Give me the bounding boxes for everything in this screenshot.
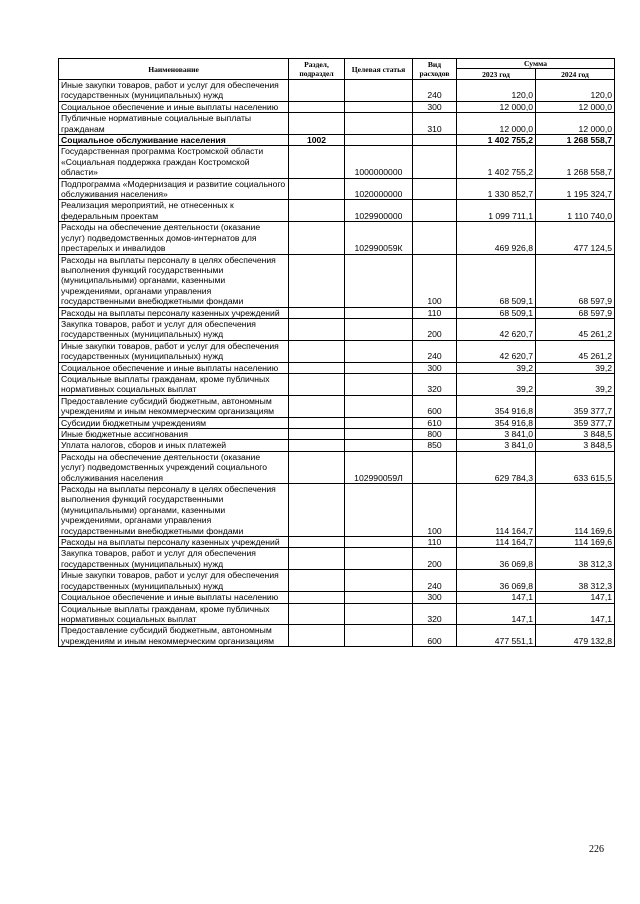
cell-type: 850 (413, 440, 457, 451)
cell-type: 800 (413, 429, 457, 440)
cell-name: Субсидии бюджетным учреждениям (59, 417, 289, 428)
table-row (59, 254, 615, 307)
cell-sum-2024: 45 261,2 (536, 340, 615, 362)
cell-target (345, 254, 413, 307)
cell-type: 200 (413, 548, 457, 570)
cell-sum-2023: 147,1 (457, 592, 536, 603)
cell-target: 1000000000 (345, 146, 413, 178)
cell-name: Расходы на выплаты персоналу в целях обеспечения выполнения функций государственными (муниципальными) органами, казенными учреждениями, органами управления государственными внебюджетными фондами (59, 484, 289, 537)
cell-section (289, 395, 345, 417)
cell-type: 100 (413, 484, 457, 537)
cell-type: 110 (413, 537, 457, 548)
cell-sum-2024: 633 615,5 (536, 451, 615, 483)
cell-type (413, 178, 457, 200)
cell-sum-2023: 3 841,0 (457, 429, 536, 440)
cell-sum-2023: 469 926,8 (457, 222, 536, 254)
header-section: Раздел, подраздел (289, 59, 345, 80)
cell-sum-2023: 42 620,7 (457, 340, 536, 362)
cell-target (345, 429, 413, 440)
cell-section (289, 625, 345, 647)
cell-section (289, 603, 345, 625)
cell-sum-2023: 39,2 (457, 362, 536, 373)
cell-sum-2023: 354 916,8 (457, 417, 536, 428)
cell-sum-2024: 1 195 324,7 (536, 178, 615, 200)
cell-sum-2024: 38 312,3 (536, 548, 615, 570)
table-row (59, 603, 615, 625)
cell-section (289, 484, 345, 537)
cell-target (345, 373, 413, 395)
table-row (59, 395, 615, 417)
cell-sum-2023: 114 164,7 (457, 484, 536, 537)
cell-name: Предоставление субсидий бюджетным, автономным учреждениям и иным некоммерческим организациям (59, 395, 289, 417)
cell-name: Иные бюджетные ассигнования (59, 429, 289, 440)
cell-target (345, 307, 413, 318)
cell-sum-2023: 39,2 (457, 373, 536, 395)
table-row (59, 113, 615, 135)
cell-section (289, 592, 345, 603)
cell-sum-2024: 68 597,9 (536, 307, 615, 318)
cell-sum-2023: 1 330 852,7 (457, 178, 536, 200)
table-row (59, 417, 615, 428)
cell-sum-2023: 12 000,0 (457, 101, 536, 112)
table-row (59, 178, 615, 200)
cell-sum-2023: 3 841,0 (457, 440, 536, 451)
cell-section (289, 417, 345, 428)
header-target: Целевая статья (345, 59, 413, 80)
cell-type (413, 200, 457, 222)
cell-type: 320 (413, 373, 457, 395)
cell-name: Социальные выплаты гражданам, кроме публичных нормативных социальных выплат (59, 373, 289, 395)
cell-section (289, 200, 345, 222)
cell-section (289, 373, 345, 395)
cell-name: Расходы на выплаты персоналу в целях обеспечения выполнения функций государственными (муниципальными) органами, казенными учреждениями, органами управления государственными внебюджетными фондами (59, 254, 289, 307)
cell-target: 102990059К (345, 222, 413, 254)
cell-section (289, 451, 345, 483)
cell-target (345, 537, 413, 548)
cell-sum-2023: 354 916,8 (457, 395, 536, 417)
table-row (59, 80, 615, 102)
cell-target (345, 548, 413, 570)
cell-target (345, 484, 413, 537)
cell-name: Социальное обслуживание населения (59, 135, 289, 146)
cell-sum-2024: 39,2 (536, 373, 615, 395)
cell-sum-2024: 68 597,9 (536, 254, 615, 307)
cell-type: 110 (413, 307, 457, 318)
table-row (59, 146, 615, 178)
cell-sum-2024: 12 000,0 (536, 101, 615, 112)
cell-target (345, 603, 413, 625)
cell-target (345, 135, 413, 146)
cell-target (345, 80, 413, 102)
cell-sum-2023: 1 402 755,2 (457, 146, 536, 178)
page-number: 226 (589, 844, 604, 855)
table-row (59, 200, 615, 222)
cell-sum-2023: 1 099 711,1 (457, 200, 536, 222)
cell-section (289, 570, 345, 592)
cell-name: Государственная программа Костромской области «Социальная поддержка граждан Костромской области» (59, 146, 289, 178)
cell-type: 100 (413, 254, 457, 307)
cell-target (345, 592, 413, 603)
cell-section (289, 113, 345, 135)
cell-name: Закупка товаров, работ и услуг для обеспечения государственных (муниципальных) нужд (59, 548, 289, 570)
cell-name: Уплата налогов, сборов и иных платежей (59, 440, 289, 451)
header-year-2024: 2024 год (536, 69, 615, 80)
cell-type: 240 (413, 570, 457, 592)
cell-name: Социальные выплаты гражданам, кроме публичных нормативных социальных выплат (59, 603, 289, 625)
cell-section (289, 101, 345, 112)
cell-name: Предоставление субсидий бюджетным, автономным учреждениям и иным некоммерческим организациям (59, 625, 289, 647)
cell-type (413, 135, 457, 146)
cell-sum-2023: 477 551,1 (457, 625, 536, 647)
cell-target (345, 395, 413, 417)
table-row (59, 318, 615, 340)
cell-name: Социальное обеспечение и иные выплаты населению (59, 101, 289, 112)
cell-sum-2023: 36 069,8 (457, 570, 536, 592)
cell-sum-2024: 114 169,6 (536, 537, 615, 548)
cell-type (413, 222, 457, 254)
cell-target (345, 570, 413, 592)
cell-name: Социальное обеспечение и иные выплаты населению (59, 592, 289, 603)
cell-target (345, 625, 413, 647)
cell-sum-2024: 359 377,7 (536, 395, 615, 417)
cell-type: 240 (413, 80, 457, 102)
cell-type: 320 (413, 603, 457, 625)
header-year-2023: 2023 год (457, 69, 536, 80)
cell-type: 310 (413, 113, 457, 135)
header-name: Наименование (59, 59, 289, 80)
cell-section (289, 318, 345, 340)
table-row (59, 537, 615, 548)
cell-sum-2024: 1 110 740,0 (536, 200, 615, 222)
cell-section (289, 146, 345, 178)
cell-target (345, 417, 413, 428)
cell-sum-2024: 477 124,5 (536, 222, 615, 254)
cell-sum-2023: 12 000,0 (457, 113, 536, 135)
cell-name: Иные закупки товаров, работ и услуг для обеспечения государственных (муниципальных) нужд (59, 340, 289, 362)
cell-type: 300 (413, 592, 457, 603)
cell-section (289, 80, 345, 102)
cell-type (413, 451, 457, 483)
cell-sum-2024: 12 000,0 (536, 113, 615, 135)
cell-sum-2023: 629 784,3 (457, 451, 536, 483)
cell-sum-2023: 147,1 (457, 603, 536, 625)
cell-name: Расходы на выплаты персоналу казенных учреждений (59, 537, 289, 548)
cell-section (289, 362, 345, 373)
cell-name: Социальное обеспечение и иные выплаты населению (59, 362, 289, 373)
table-row (59, 451, 615, 483)
cell-name: Подпрограмма «Модернизация и развитие социального обслуживания населения» (59, 178, 289, 200)
cell-type: 240 (413, 340, 457, 362)
cell-sum-2023: 1 402 755,2 (457, 135, 536, 146)
table-row (59, 429, 615, 440)
cell-name: Расходы на выплаты персоналу казенных учреждений (59, 307, 289, 318)
table-row (59, 373, 615, 395)
table-body (59, 80, 615, 647)
cell-sum-2023: 120,0 (457, 80, 536, 102)
cell-sum-2023: 36 069,8 (457, 548, 536, 570)
cell-type: 300 (413, 101, 457, 112)
cell-target: 1029900000 (345, 200, 413, 222)
cell-sum-2024: 1 268 558,7 (536, 135, 615, 146)
table-row (59, 340, 615, 362)
cell-section (289, 340, 345, 362)
cell-target (345, 101, 413, 112)
cell-section (289, 254, 345, 307)
cell-name: Иные закупки товаров, работ и услуг для обеспечения государственных (муниципальных) нужд (59, 570, 289, 592)
table-row (59, 484, 615, 537)
table-row (59, 222, 615, 254)
cell-section (289, 307, 345, 318)
cell-sum-2023: 114 164,7 (457, 537, 536, 548)
cell-sum-2024: 38 312,3 (536, 570, 615, 592)
table-row (59, 570, 615, 592)
cell-name: Публичные нормативные социальные выплаты гражданам (59, 113, 289, 135)
cell-sum-2024: 3 848,5 (536, 429, 615, 440)
cell-type: 610 (413, 417, 457, 428)
table-row (59, 135, 615, 146)
cell-sum-2024: 1 268 558,7 (536, 146, 615, 178)
cell-section (289, 440, 345, 451)
cell-sum-2024: 114 169,6 (536, 484, 615, 537)
cell-name: Расходы на обеспечение деятельности (оказание услуг) подведомственных учреждений социального обслуживания населения (59, 451, 289, 483)
table-row (59, 592, 615, 603)
cell-target (345, 340, 413, 362)
cell-name: Иные закупки товаров, работ и услуг для обеспечения государственных (муниципальных) нужд (59, 80, 289, 102)
cell-name: Закупка товаров, работ и услуг для обеспечения государственных (муниципальных) нужд (59, 318, 289, 340)
cell-sum-2023: 68 509,1 (457, 254, 536, 307)
table-header (59, 59, 615, 80)
cell-target (345, 318, 413, 340)
cell-target (345, 362, 413, 373)
cell-section (289, 548, 345, 570)
cell-sum-2024: 359 377,7 (536, 417, 615, 428)
table-row (59, 440, 615, 451)
header-sum: Сумма (457, 59, 615, 69)
table-row (59, 307, 615, 318)
cell-section (289, 537, 345, 548)
cell-target: 1020000000 (345, 178, 413, 200)
cell-sum-2024: 45 261,2 (536, 318, 615, 340)
cell-sum-2023: 42 620,7 (457, 318, 536, 340)
table-row (59, 362, 615, 373)
cell-type: 300 (413, 362, 457, 373)
cell-sum-2024: 479 132,8 (536, 625, 615, 647)
cell-section (289, 222, 345, 254)
cell-sum-2024: 147,1 (536, 603, 615, 625)
cell-section: 1002 (289, 135, 345, 146)
cell-type: 600 (413, 395, 457, 417)
cell-sum-2024: 39,2 (536, 362, 615, 373)
cell-target (345, 440, 413, 451)
cell-type: 200 (413, 318, 457, 340)
header-type: Вид расходов (413, 59, 457, 80)
cell-section (289, 178, 345, 200)
table-row (59, 625, 615, 647)
cell-sum-2024: 147,1 (536, 592, 615, 603)
cell-type: 600 (413, 625, 457, 647)
cell-target (345, 113, 413, 135)
table-row (59, 548, 615, 570)
cell-type (413, 146, 457, 178)
table-row (59, 101, 615, 112)
budget-table (58, 58, 615, 647)
cell-target: 102990059Л (345, 451, 413, 483)
cell-section (289, 429, 345, 440)
cell-sum-2024: 3 848,5 (536, 440, 615, 451)
cell-sum-2024: 120,0 (536, 80, 615, 102)
cell-name: Реализация мероприятий, не отнесенных к федеральным проектам (59, 200, 289, 222)
cell-sum-2023: 68 509,1 (457, 307, 536, 318)
cell-name: Расходы на обеспечение деятельности (оказание услуг) подведомственных домов-интернатов для престарелых и инвалидов (59, 222, 289, 254)
